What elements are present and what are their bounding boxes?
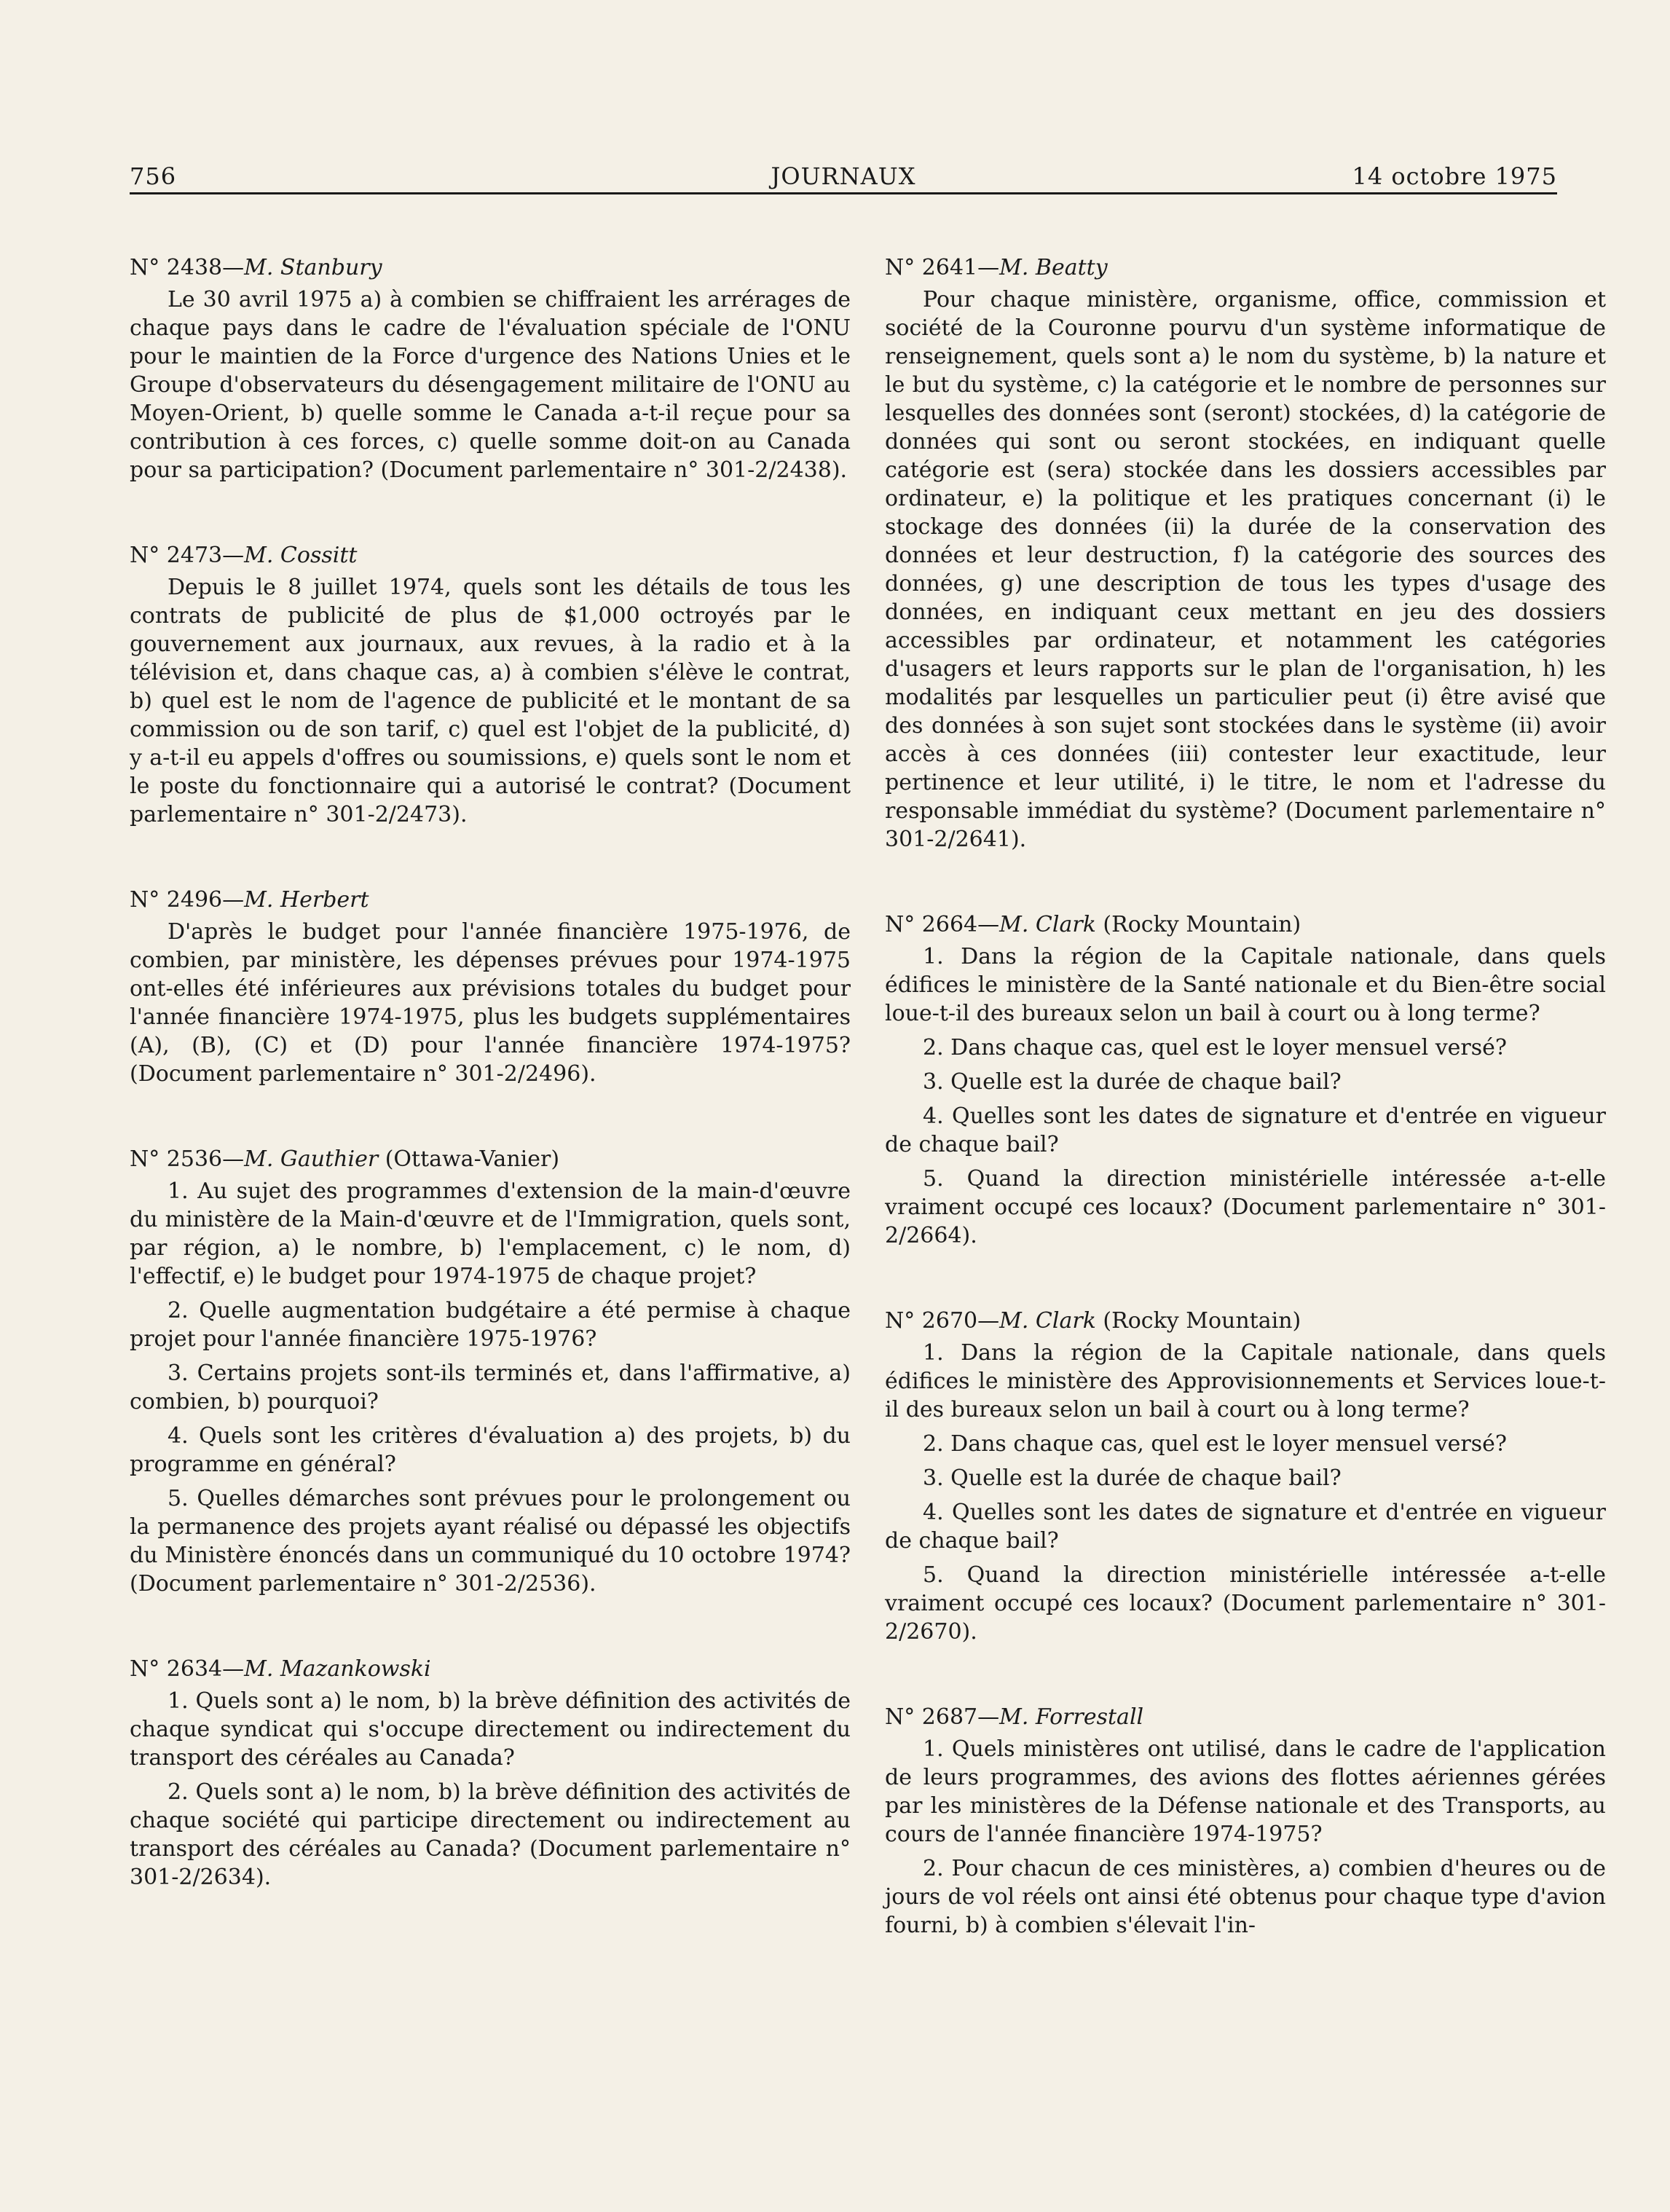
header-date: 14 octobre 1975	[1352, 162, 1557, 190]
question-number: N° 2670—	[885, 1308, 1000, 1334]
question-paragraph: 3. Quelle est la durée de chaque bail?	[923, 1069, 1342, 1095]
question-paragraph: 1. Quels ministères ont utilisé, dans le cadre de l'application de leurs programmes, des avions des flottes aériennes gérées par les ministères de la Défense nationale et des Transports, au cours de l'année financière 1974-1975?	[885, 1736, 1606, 1847]
question-heading	[130, 1145, 851, 1174]
question-paragraph: 2. Dans chaque cas, quel est le loyer mensuel versé?	[923, 1035, 1508, 1060]
question-paragraph: 2. Quelle augmentation budgétaire a été permise à chaque projet pour l'année financière 1975-1976?	[130, 1298, 851, 1352]
question-2634	[130, 1655, 851, 1892]
question-paragraph: 5. Quelles démarches sont prévues pour le prolongement ou la permanence des projets ayant réalisé ou dépassé les objectifs du Ministère énoncés dans un communiqué du 10 octobre 1974? (Document parlementaire n° 301-2/2536).	[130, 1486, 851, 1597]
member-name: M. Clark	[999, 912, 1096, 937]
member-name: M. Clark	[999, 1308, 1096, 1334]
question-2473	[130, 541, 851, 829]
member-riding: (Rocky Mountain)	[1095, 1308, 1301, 1334]
question-2496	[130, 886, 851, 1088]
question-heading	[130, 886, 851, 915]
question-number: N° 2536—	[130, 1146, 245, 1172]
question-2687	[885, 1703, 1606, 1940]
question-number: N° 2438—	[130, 255, 245, 280]
member-name: M. Herbert	[244, 887, 369, 913]
question-number: N° 2664—	[885, 912, 1000, 937]
question-paragraph: 1. Au sujet des programmes d'extension de la main-d'œuvre du ministère de la Main-d'œuvre et de l'Immigration, quels sont, par région, a) le nombre, b) l'emplacement, c) le nom, d) l'effectif, e) le budget pour 1974-1975 de chaque projet?	[130, 1178, 851, 1289]
member-name: M. Gauthier	[244, 1146, 379, 1172]
member-name: M. Beatty	[999, 255, 1108, 280]
question-number: N° 2641—	[885, 255, 1000, 280]
question-number: N° 2687—	[885, 1704, 1000, 1730]
question-2536	[130, 1145, 851, 1598]
question-number: N° 2473—	[130, 543, 245, 568]
question-paragraph: 4. Quels sont les critères d'évaluation a) des projets, b) du programme en général?	[130, 1423, 851, 1477]
member-riding: (Rocky Mountain)	[1095, 912, 1301, 937]
question-2641	[885, 253, 1606, 854]
page-header	[130, 162, 1557, 194]
question-heading	[130, 253, 851, 283]
member-name: M. Mazankowski	[244, 1656, 431, 1682]
question-heading	[130, 541, 851, 570]
question-heading	[885, 910, 1606, 940]
question-paragraph: 1. Dans la région de la Capitale nationale, dans quels édifices le ministère des Approvisionnements et Services loue-t-il des bureaux selon un bail à court ou à long terme?	[885, 1340, 1606, 1422]
member-name: M. Cossitt	[244, 543, 358, 568]
question-number: N° 2634—	[130, 1656, 245, 1682]
question-heading	[130, 1655, 851, 1684]
question-paragraph: 1. Dans la région de la Capitale nationale, dans quels édifices le ministère de la Santé nationale et du Bien-être social loue-t-il des bureaux selon un bail à court ou à long terme?	[885, 944, 1606, 1026]
journal-title: JOURNAUX	[771, 162, 916, 190]
page-number: 756	[130, 162, 177, 190]
question-paragraph: Le 30 avril 1975 a) à combien se chiffraient les arrérages de chaque pays dans le cadre de l'évaluation spéciale de l'ONU pour le maintien de la Force d'urgence des Nations Unies et le Groupe d'observateurs du désengagement militaire de l'ONU au Moyen-Orient, b) quelle somme le Canada a-t-il reçue pour sa contribution à ces forces, c) quelle somme doit-on au Canada pour sa participation? (Document parlementaire n° 301-2/2438).	[130, 287, 851, 483]
question-paragraph: 5. Quand la direction ministérielle intéressée a-t-elle vraiment occupé ces locaux? (Document parlementaire n° 301-2/2664).	[885, 1166, 1606, 1248]
question-paragraph: 3. Certains projets sont-ils terminés et, dans l'affirmative, a) combien, b) pourquoi?	[130, 1361, 851, 1414]
question-paragraph: 2. Dans chaque cas, quel est le loyer mensuel versé?	[923, 1431, 1508, 1457]
question-heading	[885, 1307, 1606, 1336]
question-paragraph: 3. Quelle est la durée de chaque bail?	[923, 1465, 1342, 1491]
member-riding: (Ottawa-Vanier)	[378, 1146, 560, 1172]
question-2664	[885, 910, 1606, 1250]
member-name: M. Stanbury	[244, 255, 382, 280]
question-paragraph: D'après le budget pour l'année financière 1975-1976, de combien, par ministère, les dépenses prévues pour 1974-1975 ont-elles été inférieures aux prévisions totales du budget pour l'année financière 1974-1975, plus les budgets supplémentaires (A), (B), (C) et (D) pour l'année financière 1974-1975? (Document parlementaire n° 301-2/2496).	[130, 919, 851, 1087]
question-paragraph: 2. Quels sont a) le nom, b) la brève définition des activités de chaque société qui participe directement ou indirectement au transport des céréales au Canada? (Document parlementaire n° 301-2/2634).	[130, 1779, 851, 1890]
question-heading	[885, 253, 1606, 283]
question-paragraph: Depuis le 8 juillet 1974, quels sont les détails de tous les contrats de publicité de plus de $1,000 octroyés par le gouvernement aux journaux, aux revues, à la radio et à la télévision et, dans chaque cas, a) à combien s'élève le contrat, b) quel est le nom de l'agence de publicité et le montant de sa commission ou de son tarif, c) quel est l'objet de la publicité, d) y a-t-il eu appels d'offres ou soumissions, e) quels sont le nom et le poste du fonctionnaire qui a autorisé le contrat? (Document parlementaire n° 301-2/2473).	[130, 575, 851, 827]
question-number: N° 2496—	[130, 887, 245, 913]
member-name: M. Forrestall	[999, 1704, 1144, 1730]
question-heading	[885, 1703, 1606, 1732]
question-paragraph: 2. Pour chacun de ces ministères, a) combien d'heures ou de jours de vol réels ont ainsi été obtenus pour chaque type d'avion fourni, b) à combien s'élevait l'in-	[885, 1856, 1606, 1938]
question-2438	[130, 253, 851, 484]
right-column	[885, 253, 1606, 1945]
question-paragraph: Pour chaque ministère, organisme, office, commission et société de la Couronne pourvu d'un système informatique de renseignement, quels sont a) le nom du système, b) la nature et le but du système, c) la catégorie et le nombre de personnes sur lesquelles des données sont (seront) stockées, d) la catégorie de données qui sont ou seront stockées, en indiquant quelle catégorie est (sera) stockée dans les dossiers accessibles par ordinateur, e) la politique et les pratiques concernant (i) le stockage des données (ii) la durée de la conservation des données et leur destruction, f) la catégorie des sources des données, g) une description de tous les types d'usage des données, en indiquant ceux mettant en jeu des dossiers accessibles par ordinateur, et notamment les catégories d'usagers et leurs rapports sur le plan de l'organisation, h) les modalités par lesquelles un particulier peut (i) être avisé que des données à son sujet sont stockées dans le système (ii) avoir accès à ces données (iii) contester leur exactitude, leur pertinence et leur utilité, i) le titre, le nom et l'adresse du responsable immédiat du système? (Document parlementaire n° 301-2/2641).	[885, 287, 1606, 852]
question-2670	[885, 1307, 1606, 1646]
question-paragraph: 5. Quand la direction ministérielle intéressée a-t-elle vraiment occupé ces locaux? (Document parlementaire n° 301-2/2670).	[885, 1562, 1606, 1645]
left-column	[130, 253, 851, 1897]
question-paragraph: 1. Quels sont a) le nom, b) la brève définition des activités de chaque syndicat qui s'occupe directement ou indirectement du transport des céréales au Canada?	[130, 1688, 851, 1771]
question-paragraph: 4. Quelles sont les dates de signature et d'entrée en vigueur de chaque bail?	[885, 1103, 1606, 1157]
question-paragraph: 4. Quelles sont les dates de signature et d'entrée en vigueur de chaque bail?	[885, 1500, 1606, 1554]
